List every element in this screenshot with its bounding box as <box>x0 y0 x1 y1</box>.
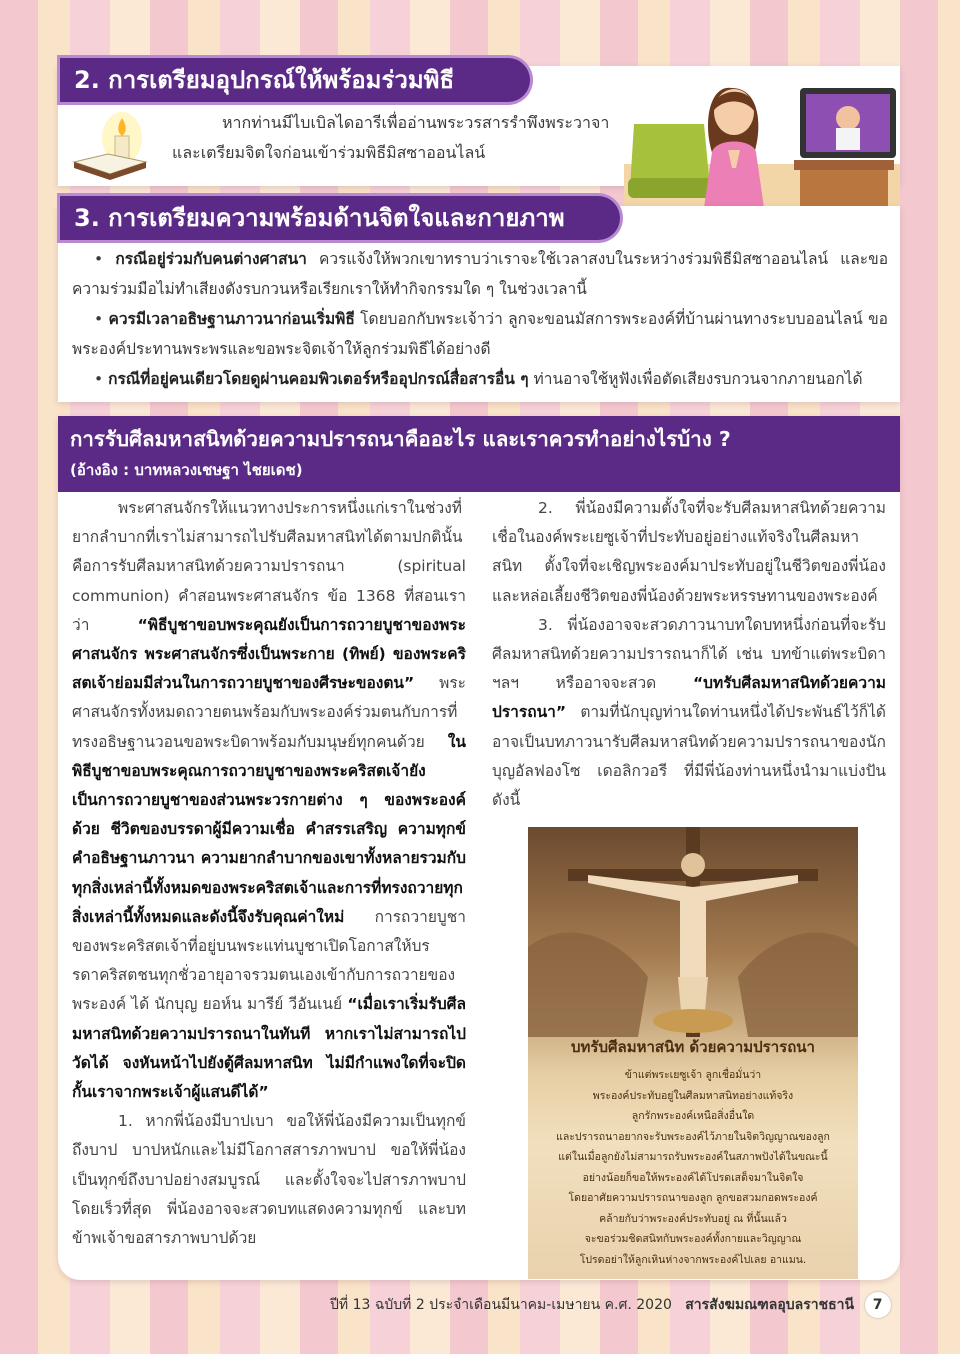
bullet-text: ท่านอาจใช้หูฟังเพื่อตัดเสียงรบกวนจากภายนอกได้ <box>528 370 863 388</box>
right-paragraph-1: 2. พี่น้องมีความตั้งใจที่จะรับศีลมหาสนิทด้วยความเชื่อในองค์พระเยซูเจ้าที่ประทับอยู่อย่างแท้จริงในศีลมหาสนิท ตั้งใจที่จะเชิญพระองค์มาประทับอยู่ในชีวิตของพี่น้อง และหล่อเลี้ยงชีวิตของพี่น้องด้วยพระหรรษทานของพระองค์ <box>492 499 886 605</box>
crucifix-hands-image <box>528 827 858 1037</box>
issue-info: ปีที่ 13 ฉบับที่ 2 ประจำเดือนมีนาคม-เมษายน ค.ศ. 2020 <box>330 1297 672 1313</box>
publication-name: สารสังฆมณฑลอุบลราชธานี <box>685 1297 855 1313</box>
section3-bullets <box>72 244 888 394</box>
text-span: การถวายบูชาของพระคริสตเจ้าที่อยู่บนพระแท่นบูชาเปิดโอกาสให้บรรดาคริสตชนทุกชั่วอายุอาจรวมตนเองเข้ากับการถวายของพระองค์ ได้ นักบุญ ยอห์น มารีย์ วีอันเนย์ <box>72 907 466 1014</box>
article-byline: (อ้างอิง : บาทหลวงเชษฐา ไชยเดช) <box>70 461 303 479</box>
right-paragraph-2 <box>492 611 886 815</box>
prayer-text <box>538 1035 848 1270</box>
bold-quote: “บทรับศีลมหาสนิทด้วยความปรารถนา” <box>492 674 886 722</box>
prayer-line: โปรดอย่าให้ลูกเหินห่างจากพระองค์ไปเลย อาแมน. <box>579 1253 807 1266</box>
text-span: ตามที่นักบุญท่านใดท่านหนึ่งได้ประพันธ์ไว้ก็ได้อาจเป็นบทภาวนารับศีลมหาสนิทด้วยความปรารถนาของนักบุญอัลฟองโซ เดอลิกวอรี ที่มีพี่น้องท่านหนึ่งนำมาแบ่งปันดังนี้ <box>492 703 886 810</box>
section3-heading: 3. การเตรียมความพร้อมด้านจิตใจและกายภาพ <box>60 196 620 240</box>
page-number: 7 <box>865 1292 891 1318</box>
prayer-line: และปรารถนาอยากจะรับพระองค์ไว้ภายในจิตวิญญาณของลูก <box>556 1130 830 1143</box>
prayer-line: จะขอร่วมชิดสนิทกับพระองค์ทั้งกายและวิญญาณ <box>584 1233 802 1245</box>
prayer-line: คล้ายกับว่าพระองค์ประทับอยู่ ณ ที่นั้นแล้ว <box>599 1212 787 1225</box>
section2-line-2: และเตรียมจิตใจก่อนเข้าร่วมพิธีมิสซาออนไลน์ <box>172 143 486 162</box>
prayer-line: ข้าแต่พระเยซูเจ้า ลูกเชื่อมั่นว่า <box>624 1069 762 1081</box>
text-span: พระศาสนจักรให้แนวทางประการหนึ่งแก่เราในช่วงที่ยากลำบากที่เราไม่สามารถไปรับศีลมหาสนิทได้ตามปกตินั้น คือการรับศีลมหาสนิทด้วยความปรารถนา (spiritual communion) คำสอนพระศาสนจักร ข้อ 1368 ที่สอนเราว่า <box>72 499 466 634</box>
prayer-title: บทรับศีลมหาสนิท ด้วยความปรารถนา <box>571 1038 815 1056</box>
section2-text <box>172 108 642 168</box>
bullet-bold: ควรมีเวลาอธิษฐานภาวนาก่อนเริ่มพิธี <box>108 310 355 328</box>
bold-quote: “เมื่อเราเริ่มรับศีลมหาสนิทด้วยความปรารถนาในทันที หากเราไม่สามารถไปวัดได้ จงหันหน้าไปยังตู้ศีลมหาสนิท ไม่มีกำแพงใดที่จะปิดกั้นเราจากพระเจ้าผู้แสนดีได้” <box>72 995 466 1102</box>
article-right-column <box>492 494 886 815</box>
prayer-line: โดยอาศัยความปรารถนาของลูก ลูกขอสวมกอดพระองค์ <box>568 1192 818 1204</box>
text-span: พระศาสนจักรทั้งหมดถวายตนพร้อมกับพระองค์ร่วมตนกับการที่ทรงอธิษฐานวอนขอพระบิดาพร้อมกับมนุษย์ทุกคนด้วย <box>72 674 466 751</box>
article-title-band <box>58 416 900 492</box>
prayer-line: พระองค์ประทับอยู่ในศีลมหาสนิทอย่างแท้จริง <box>592 1089 794 1102</box>
prayer-card <box>528 827 858 1279</box>
bold-text: ในพิธีบูชาขอบพระคุณการถวายบูชาของพระคริสตเจ้ายังเป็นการถวายบูชาของส่วนพระวรกายต่าง ๆ ของพระองค์ด้วย ชีวิตของบรรดาผู้มีความเชื่อ คำสรรเสริญ ความทุกข์ คำอธิษฐานภาวนา ความยากลำบากของเขาทั้งหลายรวมกับทุกสิ่งเหล่านี้ทั้งหมดของพระคริสตเจ้าและการที่ทรงถวายทุกสิ่งเหล่านี้ทั้งหมดและดังนี้จึงรับคุณค่าใหม่ <box>72 732 466 926</box>
bullet-item: • กรณีที่อยู่คนเดียวโดยดูผ่านคอมพิวเตอร์หรืออุปกรณ์สื่อสารอื่น ๆ ท่านอาจใช้หูฟังเพื่อตัดเสียงรบกวนจากภายนอกได้ <box>94 370 863 388</box>
bullet-bold: กรณีอยู่ร่วมกับคนต่างศาสนา <box>115 250 307 268</box>
bible-candle-illustration <box>70 104 150 180</box>
bullet-bold: กรณีที่อยู่คนเดียวโดยดูผ่านคอมพิวเตอร์หรืออุปกรณ์สื่อสารอื่น ๆ <box>108 370 529 388</box>
left-paragraph-1 <box>72 494 466 1107</box>
text-span: 3. พี่น้องอาจจะสวดภาวนาบทใดบทหนึ่งก่อนที่จะรับศีลมหาสนิทด้วยความปรารถนาก็ได้ เช่น บทข้าแต่พระบิดา ฯลฯ หรืออาจจะสวด <box>492 615 886 693</box>
bold-quote: “พิธีบูชาขอบพระคุณยังเป็นการถวายบูชาของพระศาสนจักร พระศาสนจักรซึ่งเป็นพระกาย (ทิพย์) ของพระคริสตเจ้าย่อมมีส่วนในการถวายบูชาของศีรษะของตน” <box>72 615 466 693</box>
bullet-text: โดยบอกกับพระเจ้าว่า ลูกจะขอนมัสการพระองค์ที่บ้านผ่านทางระบบออนไลน์ ขอพระองค์ประทานพระพรและขอพระจิตเจ้าให้ลูกร่วมพิธีได้อย่างดี <box>72 310 888 358</box>
article-left-column <box>72 494 466 1253</box>
article-title: การรับศีลมหาสนิทด้วยความปรารถนาคืออะไร และเราควรทำอย่างไรบ้าง ? <box>70 427 731 451</box>
bullet-item: • กรณีอยู่ร่วมกับคนต่างศาสนา ควรแจ้งให้พวกเขาทราบว่าเราจะใช้เวลาสงบในระหว่างร่วมพิธีมิสซาออนไลน์ และขอความร่วมมือไม่ทำเสียงดังรบกวนหรือเรียกเราให้ทำกิจกรรมใด ๆ ในช่วงเวลานี้ <box>72 250 889 298</box>
bullet-item: • ควรมีเวลาอธิษฐานภาวนาก่อนเริ่มพิธี โดยบอกกับพระเจ้าว่า ลูกจะขอนมัสการพระองค์ที่บ้านผ่านทางระบบออนไลน์ ขอพระองค์ประทานพระพรและขอพระจิตเจ้าให้ลูกร่วมพิธีได้อย่างดี <box>72 310 888 358</box>
page-footer <box>330 1290 890 1320</box>
section2-line-1: หากท่านมีไบเบิลไดอารีเพื่ออ่านพระวรสารรำพึงพระวาจา <box>222 113 610 132</box>
bullet-text: ควรแจ้งให้พวกเขาทราบว่าเราจะใช้เวลาสงบในระหว่างร่วมพิธีมิสซาออนไลน์ และขอความร่วมมือไม่ทำเสียงดังรบกวนหรือเรียกเราให้ทำกิจกรรมใด ๆ ในช่วงเวลานี้ <box>72 250 889 298</box>
woman-praying-tv-illustration <box>624 68 900 218</box>
prayer-line: ลูกรักพระองค์เหนือสิ่งอื่นใด <box>631 1110 755 1122</box>
prayer-line: แต่ในเมื่อลูกยังไม่สามารถรับพระองค์ในสภาพปังได้ในขณะนี้ <box>558 1151 828 1163</box>
prayer-line: อย่างน้อยก็ขอให้พระองค์ได้โปรดเสด็จมาในจิตใจ <box>582 1171 804 1184</box>
left-paragraph-2: 1. หากพี่น้องมีบาปเบา ขอให้พี่น้องมีความเป็นทุกข์ถึงบาป บาปหนักและไม่มีโอกาสสารภาพบาป ขอให้พี่น้องเป็นทุกข์ถึงบาปอย่างสมบูรณ์ และตั้งใจจะไปสารภาพบาปโดยเร็วที่สุด พี่น้องอาจจะสวดบทแสดงความทุกข์ และบทข้าพเจ้าขอสารภาพบาปด้วย <box>72 1112 466 1248</box>
section2-heading: 2. การเตรียมอุปกรณ์ให้พร้อมร่วมพิธี <box>60 58 530 102</box>
